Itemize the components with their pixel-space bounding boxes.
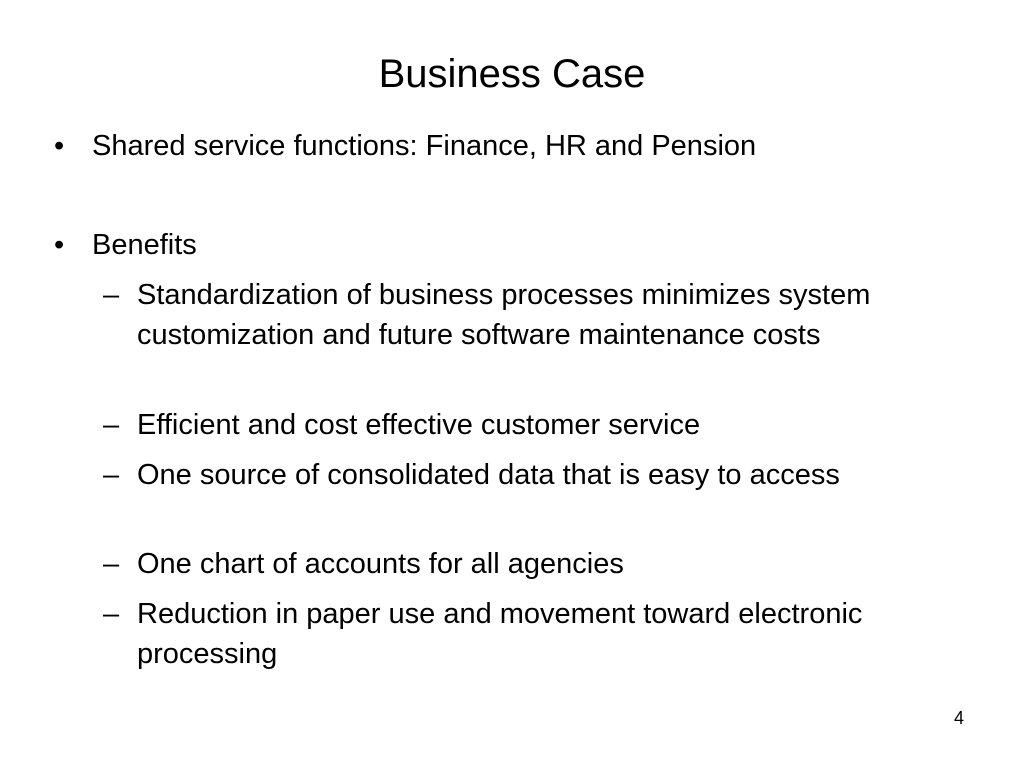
slide-title: Business Case xyxy=(378,52,646,96)
sub-bullet-marker: – xyxy=(103,409,120,441)
bullet-text: Benefits xyxy=(92,229,197,261)
bullet-item-shared-services xyxy=(54,126,912,166)
sub-bullet-consolidated-data xyxy=(103,455,897,495)
page-number: 4 xyxy=(953,708,964,728)
sub-bullet-paper-reduction xyxy=(103,594,897,674)
sub-bullet-text: Standardization of business processes minimizes system customization and future software maintenance costs xyxy=(137,279,871,351)
sub-bullet-text: Efficient and cost effective customer service xyxy=(137,409,701,441)
bullet-text: Shared service functions: Finance, HR and Pension xyxy=(92,130,757,162)
sub-bullet-customer-service xyxy=(103,405,897,445)
bullet-marker: • xyxy=(54,229,65,261)
sub-bullet-chart-of-accounts xyxy=(103,544,897,584)
sub-bullet-marker: – xyxy=(103,459,120,491)
sub-bullet-marker: – xyxy=(103,598,120,630)
sub-bullet-text: One source of consolidated data that is easy to access xyxy=(137,459,840,491)
sub-bullet-standardization xyxy=(103,275,897,355)
sub-bullet-marker: – xyxy=(103,548,120,580)
bullet-marker: • xyxy=(54,130,65,162)
sub-bullet-marker: – xyxy=(103,279,120,311)
sub-bullet-text: Reduction in paper use and movement toward electronic processing xyxy=(137,598,863,670)
sub-bullet-text: One chart of accounts for all agencies xyxy=(137,548,624,580)
bullet-item-benefits xyxy=(54,225,912,265)
